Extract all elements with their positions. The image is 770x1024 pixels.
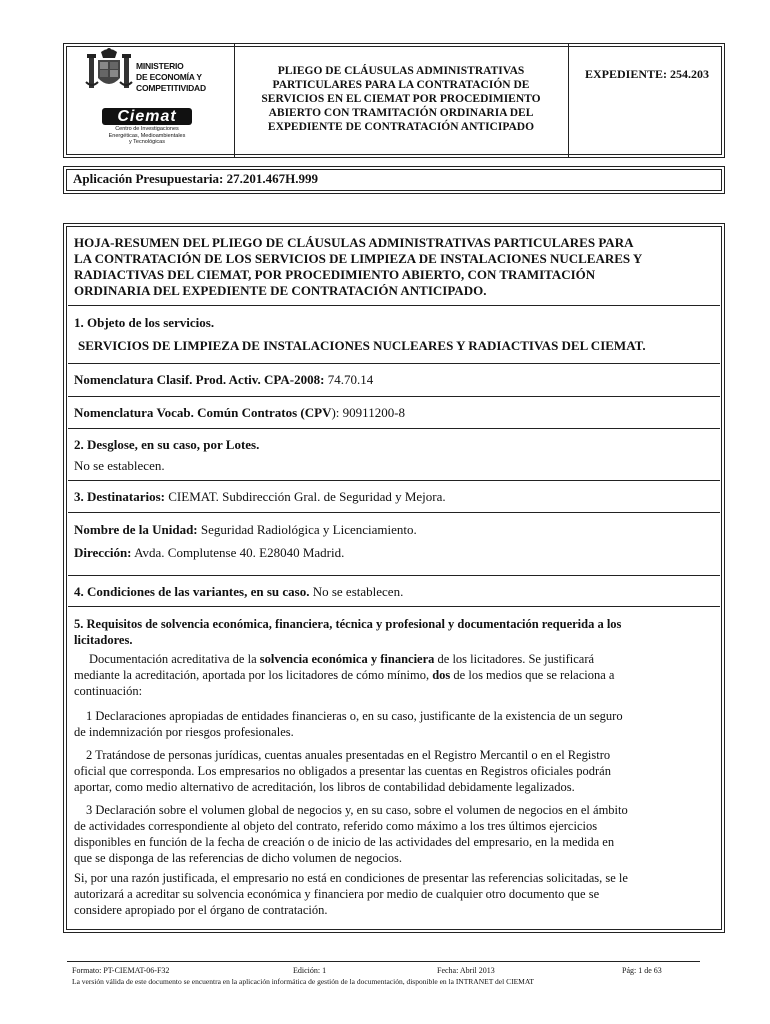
section-3-destinatarios [68, 481, 720, 513]
direccion-value: Avda. Complutense 40. E28040 Madrid. [134, 545, 345, 560]
section-2-lotes [68, 429, 720, 481]
section-1-heading: 1. Objeto de los servicios. [74, 315, 215, 330]
aplicacion-presupuestaria-box [63, 166, 725, 194]
section-4-heading: 4. Condiciones de las variantes, en su caso. [74, 584, 310, 599]
footer-fecha: Fecha: Abril 2013 [437, 966, 495, 975]
section-2-body: No se establecen. [74, 458, 165, 473]
cpv-value: 90911200-8 [342, 405, 406, 420]
section-5-heading: 5. Requisitos de solvencia económica, financiera, técnica y profesional y documentación requerida a los licitadores. [74, 617, 622, 647]
spanish-coat-of-arms-icon [84, 48, 134, 94]
section-4-body: No se establecen. [312, 584, 404, 599]
unidad-section [68, 513, 720, 576]
footer-nota: La versión válida de este documento se encuentra en la aplicación informática de gestión de la documentación, disponible en la INTRANET del CIEMAT [72, 977, 535, 986]
section-4-variantes [68, 576, 720, 607]
unidad-value: Seguridad Radiológica y Licenciamiento. [200, 522, 417, 537]
footer-divider [67, 961, 700, 962]
section-5-solvencia [68, 607, 720, 924]
section-5-item-2: 2 Tratándose de personas jurídicas, cuentas anuales presentadas en el Registro Mercantil o en el Registro oficial que corresponda. Los empresarios no obligados a presentar las cuentas en Registros oficiales podrán aportar, como medio alternativo de acreditación, los libros de contabilidad debidamente legalizados. [74, 748, 611, 794]
cpv-label-end: ): [331, 405, 340, 420]
document-title-cell [234, 44, 569, 157]
logo-cell [64, 44, 235, 157]
footer-pagina: Pág: 1 de 63 [622, 966, 662, 975]
footer-edicion: Edición: 1 [293, 966, 327, 975]
section-2-heading: 2. Desglose, en su caso, por Lotes. [74, 437, 260, 452]
expediente-cell [568, 44, 724, 157]
summary-sheet [63, 223, 725, 933]
unidad-label: Nombre de la Unidad: [74, 522, 198, 537]
summary-title-section [68, 228, 720, 306]
section-5-intro: Documentación acreditativa de la solvencia económica y financiera de los licitadores. Se justificará mediante la acreditación, aportada por los licitadores de cómo mínimo, dos de los medios que se relaciona a continuación: [74, 652, 615, 698]
ciemat-logo: Ciemat Centro de Investigaciones Energéticas, Medioambientales y Tecnológicas [102, 108, 192, 142]
expediente-number: EXPEDIENTE: 254.203 [584, 67, 709, 81]
cpa-label: Nomenclatura Clasif. Prod. Activ. CPA-2008: [74, 372, 325, 387]
document-title: PLIEGO DE CLÁUSULAS ADMINISTRATIVAS PARTICULARES PARA LA CONTRATACIÓN DE SERVICIOS EN EL CIEMAT POR PROCEDIMIENTO ABIERTO CON TRAMITACIÓN ORDINARIA DEL EXPEDIENTE DE CONTRATACIÓN ANTICIPADO [261, 65, 541, 133]
section-5-item-1: 1 Declaraciones apropiadas de entidades financieras o, en su caso, justificante de la existencia de un seguro de indemnización por riesgos profesionales. [74, 709, 623, 739]
section-1-objeto [68, 306, 720, 364]
cpa-section [68, 364, 720, 397]
footer-formato: Formato: PT-CIEMAT-06-F32 [72, 966, 170, 975]
summary-title: HOJA-RESUMEN DEL PLIEGO DE CLÁUSULAS ADMINISTRATIVAS PARTICULARES PARA LA CONTRATACIÓN DE LOS SERVICIOS DE LIMPIEZA DE INSTALACIONES NUCLEARES Y RADIACTIVAS DEL CIEMAT, POR PROCEDIMIENTO ABIERTO, CON TRAMITACIÓN ORDINARIA DEL EXPEDIENTE DE CONTRATACIÓN ANTICIPADO. [74, 235, 643, 298]
ministry-name: MINISTERIO DE ECONOMÍA Y COMPETITIVIDAD [136, 61, 206, 93]
aplicacion-presupuestaria: Aplicación Presupuestaria: 27.201.467H.999 [73, 171, 318, 186]
section-3-body: CIEMAT. Subdirección Gral. de Seguridad y Mejora. [168, 489, 446, 504]
direccion-label: Dirección: [74, 545, 132, 560]
section-3-heading: 3. Destinatarios: [74, 489, 165, 504]
section-1-body: SERVICIOS DE LIMPIEZA DE INSTALACIONES NUCLEARES Y RADIACTIVAS DEL CIEMAT. [78, 338, 646, 353]
cpv-label: Nomenclatura Vocab. Común Contratos (CPV [74, 405, 332, 420]
cpv-section [68, 397, 720, 429]
cpa-value: 74.70.14 [327, 372, 374, 387]
section-5-item-3: 3 Declaración sobre el volumen global de negocios y, en su caso, sobre el volumen de negocios en el ámbito de actividades correspondiente al objeto del contrato, referido como máximo a los tres últimos ejercicios disponibles en función de la fecha de creación o de inicio de las actividades del empresario, en la medida en que se disponga de las referencias de dicho volumen de negocios. [74, 803, 628, 865]
section-5-closing: Si, por una razón justificada, el empresario no está en condiciones de presentar las referencias solicitadas, se le autorizará a acreditar su solvencia económica y financiera por medio de cualquier otro documento que se considere apropiado por el órgano de contratación. [74, 871, 628, 917]
document-header [63, 43, 725, 158]
